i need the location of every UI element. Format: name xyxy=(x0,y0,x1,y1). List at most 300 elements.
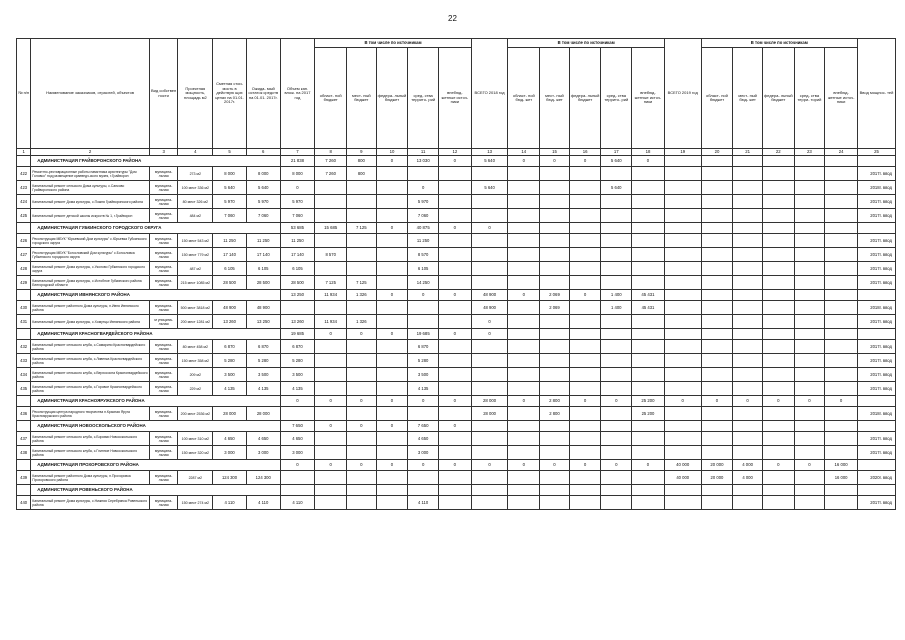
value-cell xyxy=(664,446,701,460)
object-name: Ремонтно-реставрационные работы памятника архитектуры "Дом Головко" под размещение краеведч-ского музея, г.Грайворон xyxy=(31,167,150,181)
estimate-cost: 4 110 xyxy=(213,496,247,510)
value-cell: 28 000 xyxy=(471,407,508,421)
ownership-type: муниципа- льная xyxy=(149,181,178,195)
value-cell xyxy=(408,485,439,496)
value-cell xyxy=(601,421,632,432)
value-cell: 4 650 xyxy=(408,432,439,446)
value-cell xyxy=(540,195,570,209)
value-cell: 1 400 xyxy=(601,301,632,315)
ownership-type: муниципа- льная xyxy=(149,354,178,368)
column-number: 17 xyxy=(601,149,632,156)
value-cell xyxy=(569,276,601,290)
value-cell xyxy=(540,248,570,262)
value-cell: 0 xyxy=(540,156,570,167)
value-cell xyxy=(438,432,471,446)
value-cell xyxy=(347,234,377,248)
value-cell xyxy=(794,301,825,315)
table-row xyxy=(17,407,896,421)
value-cell: 2 800 xyxy=(540,407,570,421)
value-cell xyxy=(438,195,471,209)
value-cell xyxy=(569,315,601,329)
value-cell: 6 105 xyxy=(280,262,315,276)
row-number: 437 xyxy=(17,432,31,446)
section-title: АДМИНИСТРАЦИЯ ИВНЯНСКОГО РАЙОНА xyxy=(31,290,280,301)
value-cell xyxy=(762,496,794,510)
value-cell xyxy=(664,156,701,167)
ownership-type: муниципа- льная xyxy=(149,496,178,510)
ownership-type: муниципа- льная xyxy=(149,446,178,460)
ownership-type: м униципа- льная xyxy=(149,315,178,329)
header-local-2019: мест- ный бюд- жет xyxy=(733,48,763,149)
value-cell xyxy=(701,167,733,181)
value-cell xyxy=(701,340,733,354)
value-cell: 4 000 xyxy=(733,460,763,471)
section-title: АДМИНИСТРАЦИЯ КРАСНОГВАРДЕЙСКОГО РАЙОНА xyxy=(31,329,280,340)
value-cell xyxy=(857,396,895,407)
value-cell xyxy=(569,496,601,510)
table-row xyxy=(17,301,896,315)
value-cell xyxy=(733,262,763,276)
value-cell: 0 xyxy=(825,396,858,407)
budget-table xyxy=(16,38,896,510)
column-number: 12 xyxy=(438,149,471,156)
estimate-cost: 28 500 xyxy=(213,276,247,290)
value-cell xyxy=(569,248,601,262)
value-cell xyxy=(733,156,763,167)
value-cell: 1 326 xyxy=(347,315,377,329)
value-cell xyxy=(315,234,347,248)
value-cell xyxy=(569,329,601,340)
value-cell xyxy=(508,262,540,276)
value-cell: 0 xyxy=(408,396,439,407)
value-cell xyxy=(508,340,540,354)
value-cell xyxy=(825,290,858,301)
value-cell xyxy=(540,432,570,446)
value-cell: 0 xyxy=(664,396,701,407)
column-number-row xyxy=(17,149,896,156)
row-number xyxy=(17,329,31,340)
row-number: 435 xyxy=(17,382,31,396)
value-cell: 13 030 xyxy=(408,156,439,167)
commissioning-year: 2017г. ввод xyxy=(857,432,895,446)
value-cell xyxy=(794,315,825,329)
commissioning-year: 2017г. ввод xyxy=(857,368,895,382)
value-cell xyxy=(438,407,471,421)
value-cell xyxy=(701,432,733,446)
section-row xyxy=(17,223,896,234)
value-cell xyxy=(280,301,315,315)
section-row xyxy=(17,156,896,167)
section-title: АДМИНИСТРАЦИЯ КРАСНОЯРУЖСКОГО РАЙОНА xyxy=(31,396,280,407)
value-cell xyxy=(825,181,858,195)
value-cell: 7 260 xyxy=(315,156,347,167)
value-cell xyxy=(471,446,508,460)
value-cell: 0 xyxy=(438,329,471,340)
capacity: 150 мест 274 м2 xyxy=(178,496,213,510)
value-cell: 0 xyxy=(376,223,408,234)
value-cell: 19 685 xyxy=(280,329,315,340)
value-cell: 11 250 xyxy=(408,234,439,248)
value-cell xyxy=(471,471,508,485)
value-cell: 2 800 xyxy=(540,396,570,407)
value-cell xyxy=(408,471,439,485)
remaining-funds: 48 900 xyxy=(246,301,280,315)
value-cell xyxy=(601,407,632,421)
value-cell xyxy=(762,209,794,223)
commissioning-year: 2017г. ввод xyxy=(857,315,895,329)
header-territory-2017: сред- ства террито- рий xyxy=(408,48,439,149)
capacity: 100 мест 310 м2 xyxy=(178,432,213,446)
value-cell xyxy=(733,421,763,432)
value-cell xyxy=(762,407,794,421)
ownership-type: муниципа- льная xyxy=(149,209,178,223)
estimate-cost: 5 280 xyxy=(213,354,247,368)
value-cell xyxy=(733,301,763,315)
section-row xyxy=(17,290,896,301)
value-cell xyxy=(632,234,665,248)
value-cell: 28 000 xyxy=(471,396,508,407)
row-number: 430 xyxy=(17,301,31,315)
value-cell xyxy=(376,181,408,195)
value-cell xyxy=(376,262,408,276)
header-extra-2018: внебюд- жетные источ- ники xyxy=(632,48,665,149)
value-cell xyxy=(471,485,508,496)
header-regional-2017: област- ной бюджет xyxy=(315,48,347,149)
value-cell xyxy=(438,471,471,485)
row-number: 422 xyxy=(17,167,31,181)
value-cell xyxy=(664,354,701,368)
value-cell xyxy=(632,315,665,329)
value-cell xyxy=(438,368,471,382)
value-cell xyxy=(408,315,439,329)
value-cell xyxy=(471,276,508,290)
value-cell xyxy=(315,432,347,446)
section-title: АДМИНИСТРАЦИЯ НОВООСКОЛЬСКОГО РАЙОНА xyxy=(31,421,280,432)
value-cell: 0 xyxy=(569,396,601,407)
value-cell xyxy=(733,340,763,354)
value-cell: 11 250 xyxy=(280,234,315,248)
value-cell xyxy=(701,368,733,382)
row-number: 429 xyxy=(17,276,31,290)
table-row xyxy=(17,354,896,368)
value-cell xyxy=(601,368,632,382)
commissioning-year: 2020г. ввод xyxy=(857,471,895,485)
value-cell xyxy=(540,368,570,382)
value-cell xyxy=(315,471,347,485)
value-cell xyxy=(632,421,665,432)
section-row xyxy=(17,396,896,407)
value-cell xyxy=(408,167,439,181)
commissioning-year: 2017г. ввод xyxy=(857,195,895,209)
value-cell: 0 xyxy=(471,329,508,340)
remaining-funds: 8 000 xyxy=(246,167,280,181)
value-cell: 0 xyxy=(508,396,540,407)
column-number: 8 xyxy=(315,149,347,156)
value-cell xyxy=(857,485,895,496)
value-cell xyxy=(471,340,508,354)
row-number: 425 xyxy=(17,209,31,223)
value-cell xyxy=(701,315,733,329)
value-cell xyxy=(569,223,601,234)
value-cell xyxy=(438,262,471,276)
column-number: 19 xyxy=(664,149,701,156)
commissioning-year: 2018г. ввод xyxy=(857,407,895,421)
row-number: 427 xyxy=(17,248,31,262)
value-cell xyxy=(664,329,701,340)
value-cell: 0 xyxy=(315,460,347,471)
estimate-cost: 6 105 xyxy=(213,262,247,276)
row-number: 439 xyxy=(17,471,31,485)
ownership-type: муниципа- льная xyxy=(149,167,178,181)
column-number: 4 xyxy=(178,149,213,156)
value-cell xyxy=(376,167,408,181)
row-number: 440 xyxy=(17,496,31,510)
header-total-2018: ВСЕГО 2018 год xyxy=(471,39,508,149)
value-cell xyxy=(762,156,794,167)
remaining-funds: 4 135 xyxy=(246,382,280,396)
table-row xyxy=(17,234,896,248)
value-cell xyxy=(508,234,540,248)
value-cell xyxy=(794,248,825,262)
value-cell: 800 xyxy=(347,167,377,181)
section-title: АДМИНИСТРАЦИЯ ГРАЙВОРОНСКОГО РАЙОНА xyxy=(31,156,280,167)
value-cell xyxy=(347,368,377,382)
value-cell xyxy=(347,407,377,421)
header-sources-2018: В том числе по источникам xyxy=(508,39,664,48)
value-cell xyxy=(376,209,408,223)
table-row xyxy=(17,248,896,262)
value-cell: 0 xyxy=(508,460,540,471)
value-cell: 6 105 xyxy=(408,262,439,276)
value-cell xyxy=(438,167,471,181)
value-cell xyxy=(376,471,408,485)
value-cell xyxy=(794,446,825,460)
value-cell xyxy=(794,276,825,290)
column-number: 2 xyxy=(31,149,150,156)
column-number: 20 xyxy=(701,149,733,156)
value-cell: 7 650 xyxy=(408,421,439,432)
table-row xyxy=(17,368,896,382)
value-cell xyxy=(733,181,763,195)
remaining-funds: 4 650 xyxy=(246,432,280,446)
value-cell xyxy=(315,382,347,396)
value-cell xyxy=(376,407,408,421)
value-cell: 7 125 xyxy=(347,223,377,234)
value-cell xyxy=(701,209,733,223)
value-cell xyxy=(733,368,763,382)
value-cell xyxy=(825,354,858,368)
estimate-cost: 6 870 xyxy=(213,340,247,354)
value-cell: 3 500 xyxy=(408,368,439,382)
header-sources-2019: В том числе по источникам xyxy=(701,39,857,48)
value-cell xyxy=(701,354,733,368)
value-cell xyxy=(601,276,632,290)
value-cell: 11 934 xyxy=(315,290,347,301)
estimate-cost: 17 140 xyxy=(213,248,247,262)
capacity: 229 м2 xyxy=(178,382,213,396)
table-row xyxy=(17,382,896,396)
estimate-cost: 5 970 xyxy=(213,195,247,209)
value-cell: 0 xyxy=(315,396,347,407)
value-cell xyxy=(471,421,508,432)
value-cell xyxy=(825,195,858,209)
value-cell xyxy=(438,446,471,460)
table-row xyxy=(17,276,896,290)
value-cell xyxy=(508,315,540,329)
value-cell xyxy=(508,181,540,195)
value-cell: 4 135 xyxy=(280,382,315,396)
commissioning-year: 2017г. ввод xyxy=(857,234,895,248)
value-cell xyxy=(664,223,701,234)
value-cell xyxy=(508,354,540,368)
value-cell xyxy=(315,407,347,421)
value-cell xyxy=(664,432,701,446)
value-cell xyxy=(438,181,471,195)
value-cell xyxy=(632,446,665,460)
value-cell xyxy=(540,209,570,223)
section-title: АДМИНИСТРАЦИЯ ПРОХОРОВСКОГО РАЙОНА xyxy=(31,460,280,471)
value-cell xyxy=(701,446,733,460)
commissioning-year: 2017г. ввод xyxy=(857,340,895,354)
column-number: 5 xyxy=(213,149,247,156)
table-row xyxy=(17,209,896,223)
value-cell xyxy=(733,248,763,262)
value-cell: 3 000 xyxy=(280,446,315,460)
value-cell xyxy=(601,340,632,354)
header-territory-2019: сред- ства терри- торий xyxy=(794,48,825,149)
value-cell: 17 140 xyxy=(280,248,315,262)
value-cell xyxy=(857,223,895,234)
column-number: 13 xyxy=(471,149,508,156)
value-cell xyxy=(376,368,408,382)
value-cell: 5 970 xyxy=(280,195,315,209)
value-cell xyxy=(794,340,825,354)
row-number xyxy=(17,460,31,471)
value-cell xyxy=(540,234,570,248)
value-cell xyxy=(471,262,508,276)
section-title: АДМИНИСТРАЦИЯ РОВЕНЬСКОГО РАЙОНА xyxy=(31,485,280,496)
section-row xyxy=(17,329,896,340)
value-cell xyxy=(762,485,794,496)
value-cell xyxy=(347,485,377,496)
value-cell xyxy=(701,248,733,262)
value-cell xyxy=(601,329,632,340)
row-number xyxy=(17,290,31,301)
value-cell: 7 125 xyxy=(315,276,347,290)
value-cell xyxy=(508,496,540,510)
value-cell xyxy=(664,276,701,290)
value-cell: 0 xyxy=(376,156,408,167)
value-cell xyxy=(825,382,858,396)
header-extra-2019: внебюд- жетные источ- ники xyxy=(825,48,858,149)
header-total-2019: ВСЕГО 2019 год xyxy=(664,39,701,149)
estimate-cost: 5 640 xyxy=(213,181,247,195)
value-cell xyxy=(540,262,570,276)
value-cell xyxy=(733,167,763,181)
commissioning-year: 2017г. ввод xyxy=(857,496,895,510)
value-cell xyxy=(347,195,377,209)
column-number: 22 xyxy=(762,149,794,156)
value-cell: 20 000 xyxy=(701,471,733,485)
value-cell xyxy=(569,234,601,248)
value-cell xyxy=(701,407,733,421)
value-cell xyxy=(347,496,377,510)
table-row xyxy=(17,446,896,460)
column-number: 18 xyxy=(632,149,665,156)
value-cell xyxy=(632,340,665,354)
value-cell xyxy=(540,181,570,195)
value-cell xyxy=(601,485,632,496)
header-federal-2017: федера- льный бюджет xyxy=(376,48,408,149)
row-number: 432 xyxy=(17,340,31,354)
value-cell xyxy=(701,485,733,496)
ownership-type: муниципа- льная xyxy=(149,276,178,290)
remaining-funds: 3 000 xyxy=(246,446,280,460)
ownership-type: муниципа- льная xyxy=(149,248,178,262)
capacity: 150 мест 543 м2 xyxy=(178,234,213,248)
remaining-funds: 7 060 xyxy=(246,209,280,223)
value-cell xyxy=(540,329,570,340)
value-cell xyxy=(701,276,733,290)
commissioning-year: 2017г. ввод xyxy=(857,248,895,262)
value-cell xyxy=(508,421,540,432)
value-cell: 20 000 xyxy=(701,460,733,471)
value-cell xyxy=(632,209,665,223)
value-cell xyxy=(794,223,825,234)
value-cell xyxy=(632,471,665,485)
ownership-type: муниципа- льная xyxy=(149,407,178,421)
column-number: 9 xyxy=(347,149,377,156)
row-number: 438 xyxy=(17,446,31,460)
value-cell xyxy=(762,368,794,382)
ownership-type: муниципа- льная xyxy=(149,471,178,485)
value-cell: 0 xyxy=(794,396,825,407)
value-cell xyxy=(471,382,508,396)
value-cell xyxy=(601,223,632,234)
value-cell xyxy=(438,276,471,290)
capacity: 2287 м2 xyxy=(178,471,213,485)
value-cell xyxy=(762,432,794,446)
remaining-funds: 5 970 xyxy=(246,195,280,209)
row-number xyxy=(17,223,31,234)
commissioning-year: 2017г. ввод xyxy=(857,382,895,396)
value-cell xyxy=(825,223,858,234)
remaining-funds: 6 105 xyxy=(246,262,280,276)
value-cell xyxy=(762,276,794,290)
remaining-funds: 28 000 xyxy=(246,407,280,421)
value-cell xyxy=(632,262,665,276)
estimate-cost: 124 300 xyxy=(213,471,247,485)
header-ownership: Вид собствен ности xyxy=(149,39,178,149)
value-cell xyxy=(825,340,858,354)
value-cell xyxy=(794,156,825,167)
estimate-cost: 7 060 xyxy=(213,209,247,223)
estimate-cost: 3 500 xyxy=(213,368,247,382)
ownership-type: муниципа- льная xyxy=(149,262,178,276)
value-cell xyxy=(632,382,665,396)
value-cell xyxy=(376,340,408,354)
value-cell: 45 431 xyxy=(632,290,665,301)
value-cell: 2 069 xyxy=(540,301,570,315)
section-row xyxy=(17,460,896,471)
value-cell xyxy=(762,301,794,315)
value-cell xyxy=(825,156,858,167)
value-cell xyxy=(857,421,895,432)
commissioning-year: 2017г. ввод xyxy=(857,446,895,460)
table-row xyxy=(17,471,896,485)
value-cell: 4 135 xyxy=(408,382,439,396)
remaining-funds: 124 300 xyxy=(246,471,280,485)
